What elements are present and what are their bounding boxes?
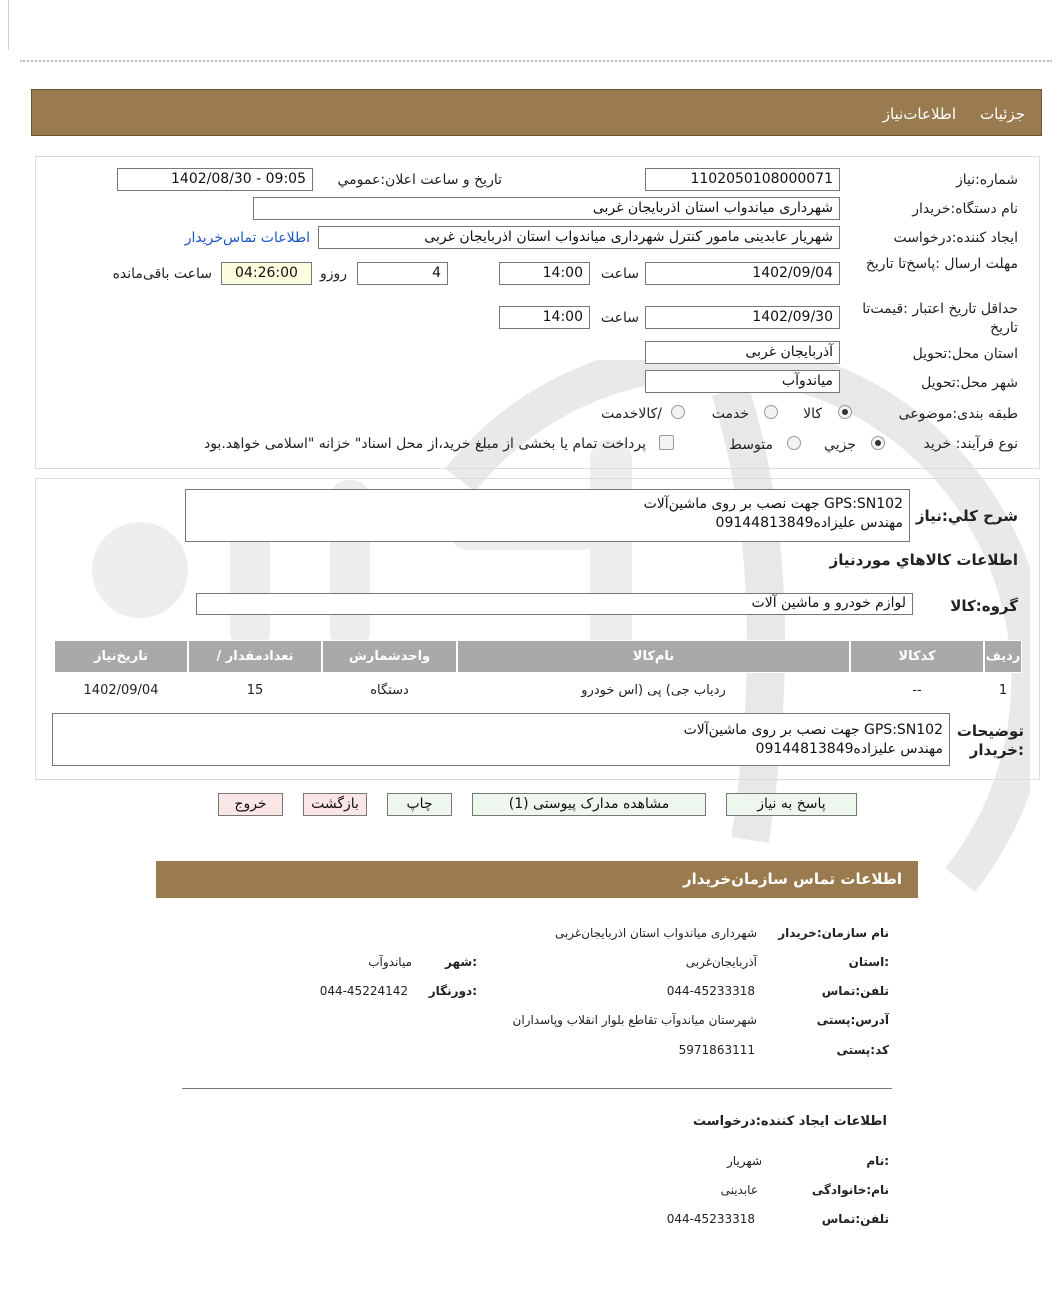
city-label: شهر محل:تحویل (921, 375, 1018, 391)
contact-address-label: آدرس:پستی (816, 1013, 889, 1027)
exit-button[interactable]: خروج (218, 793, 283, 816)
creator-label: ایجاد کننده:درخواست (893, 230, 1018, 246)
remaining-time-field: 04:26:00 (221, 262, 312, 285)
contact-phone-label: تلفن:تماس (821, 984, 889, 998)
creator-name-label: :نام (866, 1154, 889, 1168)
tab-need-info[interactable]: اطلاعات‌نیاز (882, 105, 956, 123)
table-header-name: نام‌کالا (457, 640, 850, 673)
tab-details[interactable]: جزئیات (980, 105, 1025, 123)
table-cell-quantity: 15 (246, 683, 264, 698)
validity-label: حداقل تاریخ اعتبار :قیمت‌تا تاریخ (862, 301, 1018, 336)
org-label: نام سازمان:خریدار (778, 926, 889, 940)
table-header-code: کدکالا (850, 640, 984, 673)
category-goods-label: کالا (803, 406, 822, 422)
creator-family-value: عابدینی (720, 1183, 758, 1197)
creator-field: شهریار عابدینی مامور کنترل شهرداری میاندواب استان اذربایجان غربی (318, 226, 840, 249)
buyer-notes-label: توضیحات :خریدار (956, 722, 1024, 759)
creator-phone-label: تلفن:تماس (821, 1212, 889, 1226)
need-number-field: 1102050108000071 (645, 168, 840, 191)
creator-info-title: اطلاعات ایجاد کننده:درخواست (693, 1114, 887, 1129)
process-label: نوع فرآیند: خرید (923, 436, 1018, 452)
contact-postal-value: 5971863111 (678, 1043, 755, 1057)
buyer-contact-header: اطلاعات تماس سازمان‌خریدار (156, 861, 918, 898)
deadline-hour-label: ساعت (600, 266, 639, 282)
contact-address-value: شهرستان میاندوآب تقاطع بلوار انقلاب وپاسداران (512, 1013, 757, 1027)
buyer-notes-field (52, 713, 950, 766)
category-service-label: خدمت (711, 406, 749, 422)
summary-label: شرح کلي:نیاز (915, 507, 1018, 525)
back-button[interactable]: بازگشت (303, 793, 367, 816)
process-medium-label: متوسط (729, 437, 773, 453)
buyer-field: شهرداری میاندواب استان اذربایجان غربی (253, 197, 840, 220)
category-goods-radio[interactable] (838, 405, 852, 419)
top-tab-bar (31, 89, 1042, 136)
announce-field: 1402/08/30 - 09:05 (117, 168, 313, 191)
contact-province-value: آذربایجان‌غربی (685, 955, 757, 969)
contact-province-label: :استان (848, 955, 889, 969)
contact-city-value: میاندوآب (368, 955, 412, 969)
table-header-unit: واحدشمارش (322, 640, 457, 673)
buyer-contact-link[interactable]: اطلاعات تماس‌خریدار (184, 230, 310, 246)
category-goods-service-label: /کالاخدمت (601, 406, 662, 422)
process-partial-radio[interactable] (871, 436, 885, 450)
creator-family-label: نام:خانوادگی (811, 1183, 889, 1197)
creator-name-value: شهریار (727, 1154, 762, 1168)
summary-line-2: مهندس علیزاده09144813849 (715, 515, 903, 531)
summary-line-1: GPS:SN102 جهت نصب بر روی ماشین‌آلات (643, 496, 903, 512)
table-cell-row-number: 1 (998, 683, 1008, 698)
deadline-date-field: 1402/09/04 (645, 262, 840, 285)
province-field: آذربایجان غربی (645, 341, 840, 364)
days-field: 4 (357, 262, 448, 285)
need-number-label: شماره:نیاز (955, 172, 1018, 188)
contact-divider (182, 1088, 892, 1089)
province-label: استان محل:تحویل (912, 346, 1018, 362)
announce-label: تاریخ و ساعت اعلان:عمومي (337, 172, 502, 188)
process-medium-radio[interactable] (787, 436, 801, 450)
category-label: طبقه بندی:موضوعی (898, 406, 1018, 422)
validity-date-field: 1402/09/30 (645, 306, 840, 329)
deadline-time-field: 14:00 (499, 262, 590, 285)
contact-phone-value: 044-45233318 (666, 984, 755, 998)
validity-hour-label: ساعت (600, 310, 639, 326)
goods-info-title: اطلاعات کالاهاي موردنیاز (829, 551, 1018, 569)
dotted-separator (20, 60, 1052, 62)
contact-fax-value: 044-45224142 (319, 984, 408, 998)
table-header-need-date: تاریخ‌نیاز (54, 640, 188, 673)
validity-time-field: 14:00 (499, 306, 590, 329)
treasury-payment-label: پرداخت تمام یا بخشی از مبلغ خرید،از محل اسناد" خزانه "اسلامی خواهد.بود (203, 436, 646, 452)
table-cell-code: -- (912, 683, 922, 698)
process-partial-label: جزيي (824, 437, 856, 453)
table-header-row-number: ردیف (984, 640, 1022, 673)
days-label: روزو (319, 266, 347, 282)
table-cell-unit: دستگاه (370, 683, 409, 698)
deadline-label: مهلت ارسال :پاسخ‌تا تاریخ (865, 256, 1018, 272)
goods-group-label: گروه:کالا (950, 597, 1018, 615)
view-attachments-button[interactable]: مشاهده مدارک پیوستی (1) (472, 793, 706, 816)
category-goods-service-radio[interactable] (671, 405, 685, 419)
print-button[interactable]: چاپ (387, 793, 452, 816)
buyer-notes-line-2: مهندس علیزاده09144813849 (755, 741, 943, 757)
buyer-label: نام دستگاه:خریدار (912, 201, 1018, 217)
contact-city-label: :شهر (445, 955, 477, 969)
table-cell-need-date: 1402/09/04 (83, 683, 159, 698)
org-value: شهرداری میاندواب استان اذربایجان‌غربی (554, 926, 757, 940)
contact-postal-label: کد:پستی (836, 1043, 889, 1057)
goods-table (52, 640, 1022, 710)
city-field: میاندوآب (645, 370, 840, 393)
contact-fax-label: :دورنگار (428, 984, 477, 998)
remaining-label: ساعت باقی‌مانده (112, 266, 212, 282)
creator-phone-value: 044-45233318 (666, 1212, 755, 1226)
category-service-radio[interactable] (764, 405, 778, 419)
left-edge-line (8, 0, 9, 50)
goods-group-field: لوازم خودرو و ماشین آلات (196, 593, 913, 615)
table-header-quantity: / تعدادمقدار (188, 640, 322, 673)
summary-field (185, 489, 910, 542)
reply-to-need-button[interactable]: پاسخ به نیاز (726, 793, 857, 816)
buyer-notes-line-1: GPS:SN102 جهت نصب بر روی ماشین‌آلات (683, 722, 943, 738)
table-cell-name: ردیاب جی) پی (اس خودرو (581, 683, 726, 698)
treasury-payment-checkbox[interactable] (659, 435, 674, 450)
